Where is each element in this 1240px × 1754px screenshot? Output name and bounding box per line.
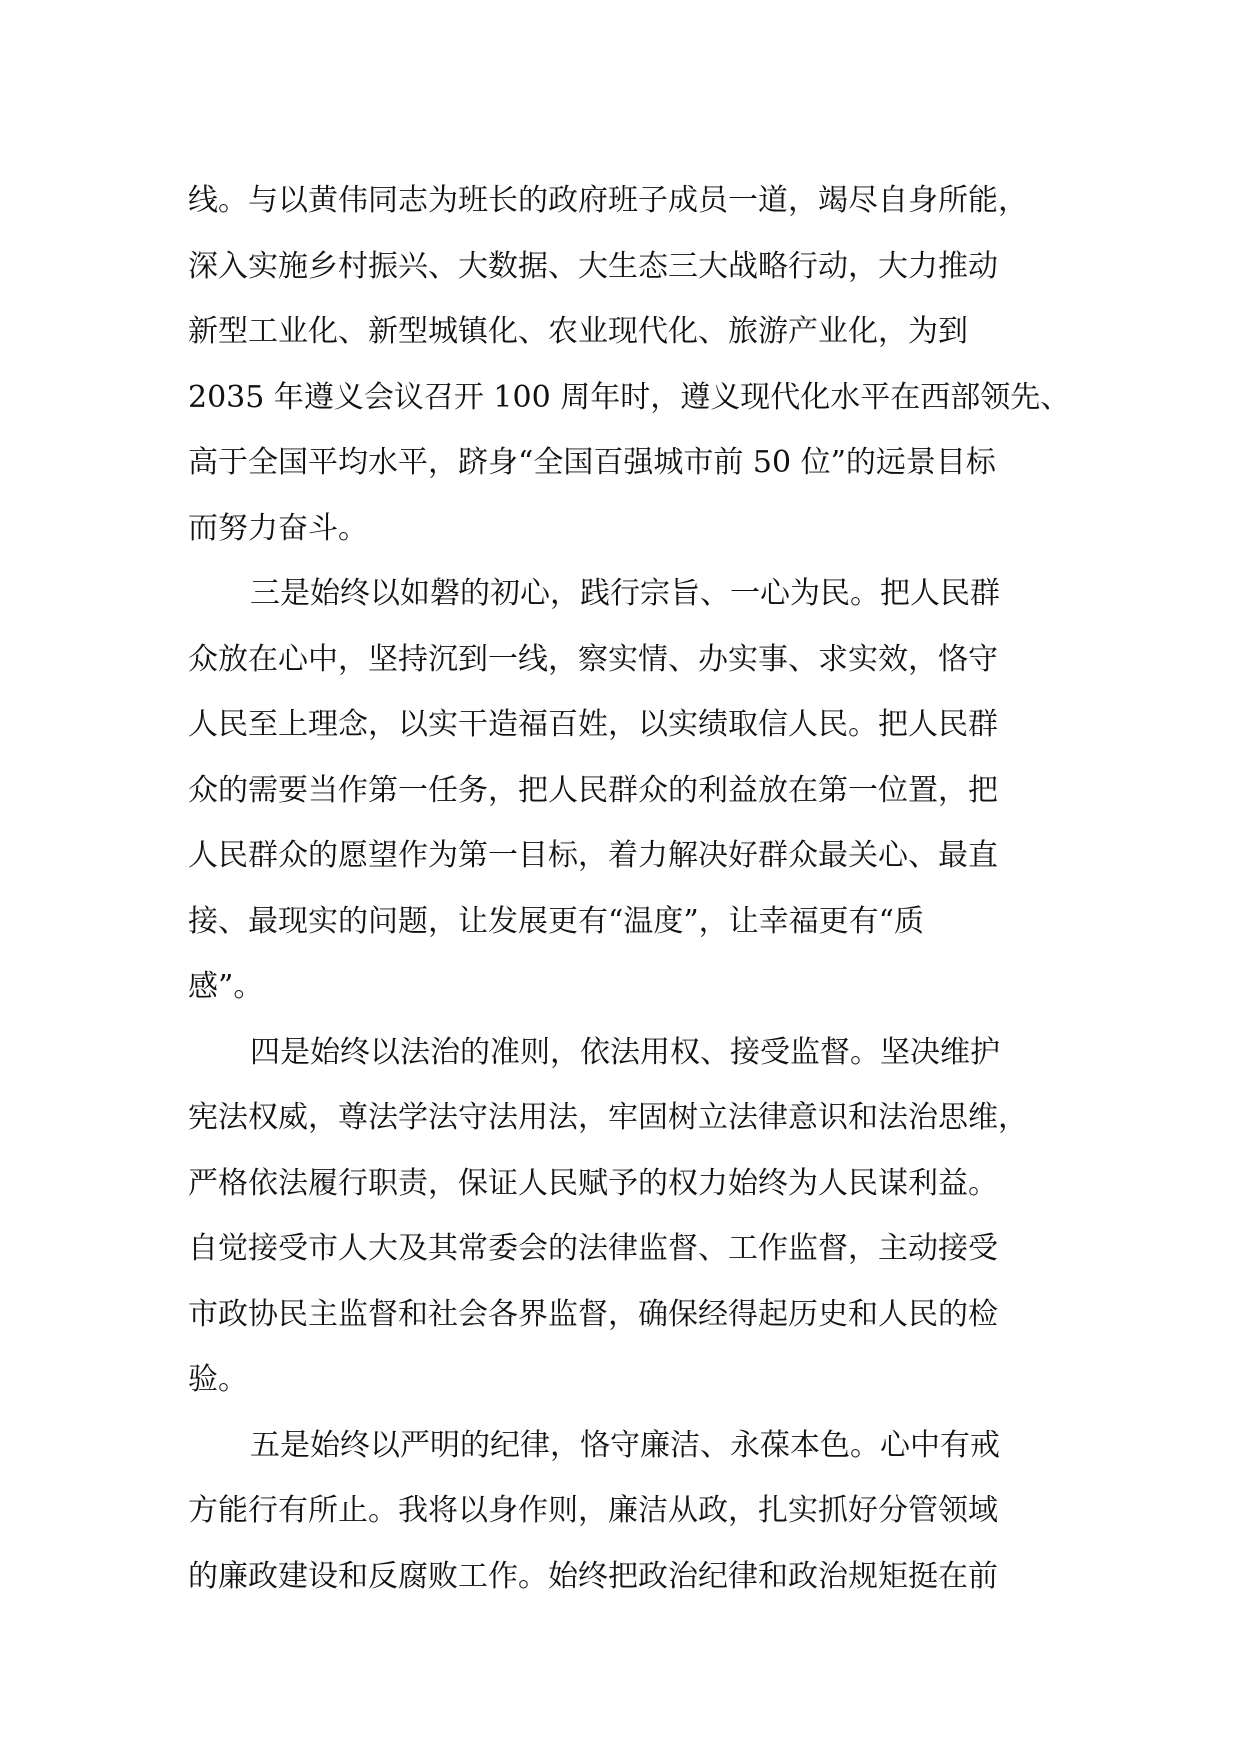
text-line: 验。 [188, 1362, 248, 1397]
text-line: 线。与以黄伟同志为班长的政府班子成员一道，竭尽自身所能， [188, 183, 1028, 218]
text-line: 宪法权威，尊法学法守法用法，牢固树立法律意识和法治思维， [188, 1100, 1028, 1135]
text-line: 人民至上理念，以实干造福百姓，以实绩取信人民。把人民群 [188, 707, 998, 742]
text-line: 2035 年遵义会议召开 100 周年时，遵义现代化水平在西部领先、 [188, 379, 1071, 415]
text-line: 新型工业化、新型城镇化、农业现代化、旅游产业化，为到 [188, 314, 968, 349]
paragraph-start-line: 四是始终以法治的准则，依法用权、接受监督。坚决维护 [250, 1034, 1000, 1070]
text-line: 高于全国平均水平，跻身“全国百强城市前 50 位”的远景目标 [188, 445, 996, 480]
text-line: 而努力奋斗。 [188, 510, 368, 546]
text-line: 众的需要当作第一任务，把人民群众的利益放在第一位置，把 [188, 772, 998, 808]
text-line: 严格依法履行职责，保证人民赋予的权力始终为人民谋利益。 [188, 1165, 998, 1201]
text-line: 深入实施乡村振兴、大数据、大生态三大战略行动，大力推动 [188, 248, 998, 284]
text-line: 自觉接受市人大及其常委会的法律监督、工作监督，主动接受 [188, 1231, 998, 1266]
paragraph-start-line: 三是始终以如磐的初心，践行宗旨、一心为民。把人民群 [250, 576, 1000, 611]
text-line: 的廉政建设和反腐败工作。始终把政治纪律和政治规矩挺在前 [188, 1558, 998, 1594]
body-text [188, 168, 1108, 1609]
text-line: 接、最现实的问题，让发展更有“温度”，让幸福更有“质 [188, 903, 925, 939]
text-line: 人民群众的愿望作为第一目标，着力解决好群众最关心、最直 [188, 838, 998, 873]
text-line: 方能行有所止。我将以身作则，廉洁从政，扎实抓好分管领域 [188, 1493, 998, 1528]
text-line: 众放在心中，坚持沉到一线，察实情、办实事、求实效，恪守 [188, 641, 998, 677]
paragraph-start-line: 五是始终以严明的纪律，恪守廉洁、永葆本色。心中有戒 [250, 1427, 1000, 1463]
text-line: 市政协民主监督和社会各界监督，确保经得起历史和人民的检 [188, 1296, 998, 1332]
text-line: 感”。 [188, 969, 264, 1004]
